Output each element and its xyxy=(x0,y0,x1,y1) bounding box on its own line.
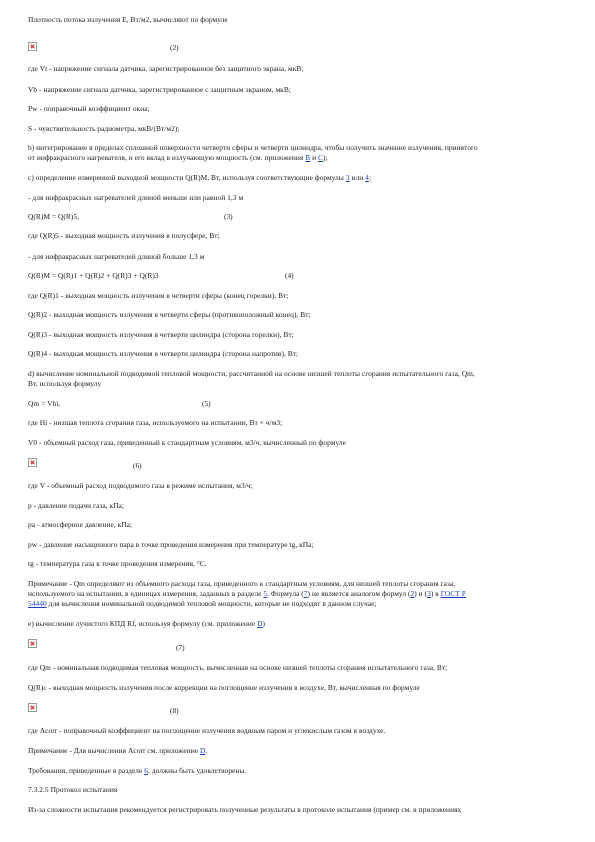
broken-image-icon xyxy=(28,639,37,648)
paragraph-pw: Pw - поправочный коэффициент окна; xyxy=(28,104,150,113)
paragraph-hi: где Hi - низшая теплота сгорания газа, используемого на испытании, Вт × ч/м3; xyxy=(28,418,283,427)
text: . Формула ( xyxy=(267,589,304,598)
paragraph-s: S - чувствительность радиометра, мкВ/(Вт/м2); xyxy=(28,124,180,133)
broken-image-icon xyxy=(28,703,37,712)
paragraph-v: где V - объемный расход подводимого газа в режиме испытания, м3/ч; xyxy=(28,481,253,490)
paragraph-qm: где Qm - номинальная подводимая тепловая мощность, вычисленная на основе низшей теплоты сгорания испытательного газа, Вт; xyxy=(28,663,448,672)
link-section-6[interactable]: 6 xyxy=(144,766,149,775)
paragraph-pw-vapour: pw - давление насыщенного пара в точке проведения измерения при температуре tg, кПа; xyxy=(28,540,314,549)
link-appendix-d[interactable]: D xyxy=(257,619,263,628)
equation-number: (7) xyxy=(176,643,185,652)
paragraph-vt: где Vt - напряжение сигнала датчика, зарегистрированное без защитного экрана, мкВ; xyxy=(28,64,304,73)
formula-3: Q(R)M = Q(R)5, xyxy=(28,212,80,221)
text: ) не является аналогом формул ( xyxy=(307,589,411,598)
paragraph-protocol: Из-за сложности испытания рекомендуется регистрировать полученные результаты в протоколе испытания (пример см. в приложениях xyxy=(28,805,462,814)
text: используемого на испытании, в единицах измерения, заданных в разделе xyxy=(28,589,264,598)
paragraph-pa: pa - атмосферное давление, кПа; xyxy=(28,520,133,529)
section-heading: 7.3.2.5 Протокол испытания xyxy=(28,785,118,794)
equation-number: (6) xyxy=(133,461,142,470)
equation-number: (3) xyxy=(224,212,233,221)
link-section-5[interactable]: 5 xyxy=(263,589,268,598)
text: , должны быть удовлетворены. xyxy=(148,766,247,775)
link-appendix-b[interactable]: B xyxy=(305,153,311,162)
formula-5: Qm = Vhi, xyxy=(28,399,61,408)
link-gost-number[interactable]: 54440 xyxy=(28,599,47,608)
link-gost[interactable]: ГОСТ Р xyxy=(440,589,466,598)
note-qm-line1: Примечание - Qm определяют из объемного расхода газа, приведенного к стандартным условиям, для низшей теплоты сгорания газа, xyxy=(28,579,456,588)
broken-image-icon xyxy=(28,458,37,467)
text: . xyxy=(205,746,208,755)
paragraph-qr4: Q(R)4 - выходная мощность излучения в четверти цилиндра (сторона напротив), Вт; xyxy=(28,349,299,358)
paragraph-qrc: Q(R)c - выходная мощность излучения после коррекции на поглощение излучения в воздухе, Вт, вычисленная по формуле xyxy=(28,683,420,692)
text: Требования, приведенные в разделе xyxy=(28,766,145,775)
link-appendix-d[interactable]: D xyxy=(199,746,206,755)
equation-number: (2) xyxy=(170,43,179,52)
text: ) xyxy=(262,619,265,628)
text: Примечание - Для вычисления Acorr см. приложение xyxy=(28,746,200,755)
paragraph-acorr: где Acorr - поправочный коэффициент на поглощение излучения водяным паром и углекислым газом в воздухе. xyxy=(28,726,386,735)
link-formula-2[interactable]: 2 xyxy=(410,589,415,598)
paragraph-short-heaters: - для инфракрасных нагревателей длиной меньше или равной 1,3 м xyxy=(28,193,244,202)
link-appendix-c[interactable]: C xyxy=(318,153,324,162)
paragraph-qr2: Q(R)2 - выходная мощность излучения в четверти сферы (противоположный конец), Вт; xyxy=(28,310,311,319)
paragraph-tg: tg - температура газа в точке проведения измерения, °С. xyxy=(28,559,207,568)
paragraph-v0: V0 - объемный расход газа, приведенный к стандартным условиям, м3/ч, вычисленный по формуле xyxy=(28,438,346,447)
text: ) и ( xyxy=(414,589,428,598)
text: c) определение измеренной выходной мощности Q(R)M, Вт, используя соответствующие формулы xyxy=(28,173,346,182)
link-formula-3b[interactable]: 3 xyxy=(427,589,431,598)
paragraph-requirements xyxy=(28,766,568,775)
paragraph-qr3: Q(R)3 - выходная мощность излучения в четверти цилиндра (сторона горелки), Вт; xyxy=(28,330,294,339)
link-formula-7[interactable]: 7 xyxy=(303,589,308,598)
equation-number: (5) xyxy=(202,399,211,408)
paragraph-b-line1: b) интегрирование в пределах сплошной поверхности четверти сферы и четверти цилиндра, чтобы получить значение излучения, принятого xyxy=(28,143,478,152)
paragraph-b-line2 xyxy=(28,153,568,162)
paragraph-qr1: где Q(R)1 - выходная мощность излучения в четверти сферы (конец горелки), Вт; xyxy=(28,291,289,300)
note-qm-line2 xyxy=(28,589,568,598)
text: ) в xyxy=(430,589,441,598)
broken-image-icon xyxy=(28,42,37,51)
note-acorr xyxy=(28,746,568,755)
note-qm-line3 xyxy=(28,599,568,608)
formula-4: Q(R)M = Q(R)1 + Q(R)2 + Q(R)3 + Q(R)3 xyxy=(28,271,159,280)
link-formula-4[interactable]: 4 xyxy=(365,173,369,182)
paragraph-c xyxy=(28,173,568,182)
text: и xyxy=(310,153,319,162)
text: от инфракрасного нагревателя, и его вклад в излучающую мощность (см. приложения xyxy=(28,153,306,162)
paragraph-d-line1: d) вычисление номинальной подводимой тепловой мощности, рассчитанной на основе низшей теплоты сгорания испытательного газа, Qm, xyxy=(28,369,475,378)
paragraph-d-line2: Вт, используя формулу xyxy=(28,379,102,388)
text: e) вычисление лучистого КПД Rf, используя формулу (см. приложение xyxy=(28,619,258,628)
paragraph-long-heaters: - для инфракрасных нагревателей длиной больше 1,3 м xyxy=(28,252,205,261)
text: или xyxy=(349,173,366,182)
equation-number: (8) xyxy=(170,706,179,715)
text: для вычисления номинальной подводимой тепловой мощности, которые не подходят в данном случае; xyxy=(46,599,377,608)
link-formula-3[interactable]: 3 xyxy=(345,173,350,182)
text: : xyxy=(368,173,371,182)
paragraph-p: p - давление подачи газа, кПа; xyxy=(28,501,124,510)
paragraph-vb: Vb - напряжение сигнала датчика, зарегистрированное с защитным экраном, мкВ; xyxy=(28,85,291,94)
paragraph-e xyxy=(28,619,568,628)
text: ); xyxy=(323,153,328,162)
equation-number: (4) xyxy=(285,271,294,280)
paragraph-qr5: где Q(R)5 - выходная мощность излучения в полусфере, Вт; xyxy=(28,231,220,240)
paragraph-flux-density: Плотность потока излучения E, Вт/м2, вычисляют по формуле xyxy=(28,15,228,24)
